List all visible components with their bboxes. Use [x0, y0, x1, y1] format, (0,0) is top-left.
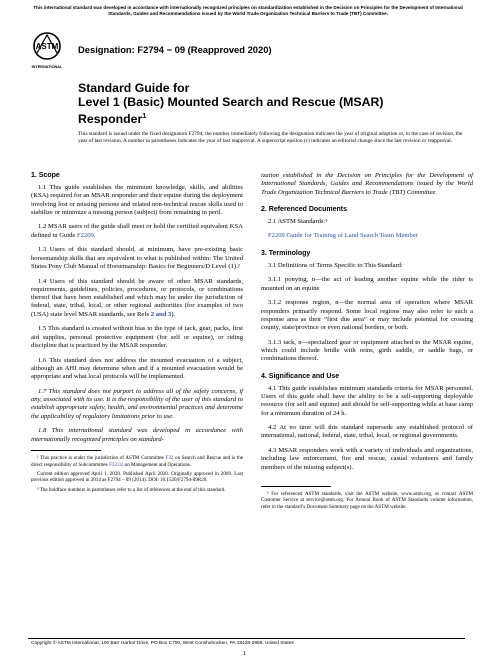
footnote-1-text: ¹ This practice is under the jurisdiction of ASTM Committee: [37, 455, 166, 462]
para-3-1-2: 3.1.2 response region, n—the normal area of operation where MSAR responders primarily respond. Some local regions may also refer to such a response area as their “first due area” or may include potential for crossing county, state/province or even national borders, or both.: [261, 299, 473, 332]
footnote-3: ³ For referenced ASTM standards, visit the ASTM website, www.astm.org, or contact ASTM Customer Service at service@astm.org. For Annual Book of ASTM Standards volume information, refer to the standard’s Document Summary page on the ASTM website.: [261, 490, 473, 510]
footnote-divider: [31, 450, 101, 451]
para-1-8: 1.8 This international standard was developed in accordance with internationally recognized principles on standard-: [31, 427, 243, 443]
para-1-1: 1.1 This guide establishes the minimum knowledge, skills, and abilities (KSA) required for an MSAR responder and their equine during the deployment involving lost or missing persons and related non-technical rescue skills used to stabilize or minimize a missing person (subject) from remaining in peril.: [31, 184, 243, 216]
subcommittee-link-f32-02[interactable]: F32.02: [109, 461, 124, 468]
ref-link-f2209[interactable]: F2209: [76, 231, 94, 239]
svg-text:INTERNATIONAL: INTERNATIONAL: [31, 65, 63, 69]
para-1-5: 1.5 This standard is created without bias to the type of tack, gear, packs, first aid supplies, personal protective equipment (for self or equine), or riding discipline that is practiced by the MSAR responder.: [31, 325, 243, 349]
para-1-3: [31, 246, 243, 271]
right-column: [261, 172, 473, 513]
ref-link-1[interactable]: 1: [230, 262, 234, 270]
ref-link-2-3[interactable]: 2 and 3: [150, 310, 172, 318]
astm-logo-icon: [31, 31, 63, 71]
para-1-2-end: .: [93, 231, 96, 239]
committee-link-f32[interactable]: F32: [165, 455, 174, 462]
para-1-4-end: ).: [171, 310, 176, 318]
significance-heading: 4. Significance and Use: [261, 372, 340, 380]
title-line-2: Level 1 (Basic) Mounted Search and Rescue (MSAR): [78, 95, 384, 110]
issue-note: This standard is issued under the fixed designation F2794; the number immediately following the designation indicates the year of original adoption or, in the case of revision, the year of last revision. A number in parentheses indicates the year of last reapproval. A superscript epsilon (ε) indicates an editorial change since the last revision or reapproval.: [78, 131, 463, 144]
para-1-7: 1.7 This standard does not purport to address all of the safety concerns, if any, associated with its use. It is the responsibility of the user of this standard to establish appropriate safety, health, and environmental practices and determine the applicability of regulatory limitations prior to use.: [31, 387, 243, 420]
para-1-2-text: 1.2 MSAR users of the guide shall meet or hold the certified equivalent KSA defined in Guide: [31, 223, 243, 239]
title-line-1: Standard Guide for: [78, 81, 190, 95]
footnote-divider-right: [261, 486, 331, 487]
footnote-1-end: on Management and Operations.: [123, 461, 192, 468]
para-4-3: 4.3 MSAR responders work with a variety of individuals and organizations, including law enforcement, fire and rescue, casual volunteers and family members of the missing subject(s).: [261, 447, 473, 471]
footnote-1: [31, 455, 243, 468]
para-2-1: 2.1 ASTM Standards:³: [268, 217, 328, 225]
para-3-1: 3.1 Definitions of Terms Specific to This Standard:: [268, 261, 403, 269]
para-3-1-3: 3.1.3 tack, n—specialized gear or equipment attached to the MSAR equine, which could include bridle with reins, girth saddle, or saddle bags, or combinations thereof.: [261, 338, 473, 363]
referenced-documents-heading: 2. Referenced Documents: [261, 205, 347, 213]
para-3-1-1: 3.1.1 ponying, n—the act of leading another equine while the rider is mounted on an equine: [261, 276, 473, 292]
left-column: [31, 172, 243, 496]
para-1-4: [31, 278, 243, 319]
top-notice: This international standard was developed in accordance with internationally recognized principles on standardization established in the Decision on Principles for the Development of International Standards, Guides and Recommendations issued by the World Trade Organization Technical Barriers to Trade (TBT) Committee.: [33, 5, 463, 17]
para-1-3-text: 1.3 Users of this standard should, at minimum, have pre-existing basic horsemanship skills that are equivalent to what is published within: The United States Pony Club Manual of Horsemanship: Basics for Beginners/D Level (: [31, 246, 243, 270]
designation: Designation: F2794 − 09 (Reapproved 2020): [78, 44, 272, 55]
reference-f2209-link[interactable]: F2209: [268, 232, 285, 240]
para-1-4-text: 1.4 Users of this standard should be aware of other MSAR standards, requirements, guidelines, policies, procedures, or protocols, or combinations thereof that have been established and which may be under the jurisdiction of federal, state, tribal, local, or other regional authorities (for examples of two (USA) state level MSAR standards, see Refs: [31, 277, 243, 318]
footer-divider: [28, 638, 465, 639]
title-line-3-text: Responder: [78, 111, 143, 126]
footnote-1-mid: on Search and Rescue and is the direct responsibility of Subcommittee: [31, 455, 243, 468]
reference-f2209-title[interactable]: Guide for Training of Land Search Team Member: [284, 232, 418, 240]
reference-f2209: [261, 232, 473, 240]
svg-text:ASTM: ASTM: [35, 42, 59, 51]
para-4-2: 4.2 At no time will this standard supersede any established protocol of international, national, federal, state, tribal, local, or regional governments.: [261, 424, 473, 440]
copyright-footer: Copyright © ASTM International, 100 Barr Harbor Drive, PO Box C700, West Conshohocken, PA 19428-2959. United States: [31, 641, 294, 646]
para-1-8-cont: ization established in the Decision on Principles for the Development of International Standards, Guides and Recommendations issued by the World Trade Organization Technical Barriers to Trade (TBT) Committee.: [261, 172, 473, 196]
title-line-3: [78, 110, 438, 127]
footnote-1-edition: Current edition approved April 1, 2020. Published April 2020. Originally approved in 2009. Last previous edition approved in 2014 as F2794 – 09 (2014). DOI: 10.1520/F2794-09R20.: [31, 470, 243, 484]
para-4-1: 4.1 This guide establishes minimum standards criteria for MSAR personnel. Users of this guide shall have the ability to be a self-supporting deployable resource (for self and equine) and should be self-supporting while at base camp for a minimum duration of 24 h.: [261, 384, 473, 417]
footnote-2: ² The boldface numbers in parentheses refer to a list of references at the end of this standard.: [37, 486, 226, 493]
para-1-2: [31, 223, 243, 240]
document-title: [78, 81, 438, 126]
para-1-3-end: ).²: [233, 262, 240, 270]
title-footnote-mark: 1: [142, 112, 147, 120]
scope-heading: 1. Scope: [31, 172, 60, 179]
terminology-heading: 3. Terminology: [261, 249, 311, 257]
para-1-6: 1.6 This standard does not address the mounted evacuation of a subject, although an AHJ may determine when and if a mounted evacuation would be appropriate and what local protocols will be implemented.: [31, 356, 243, 381]
page-number: 1: [243, 650, 247, 657]
